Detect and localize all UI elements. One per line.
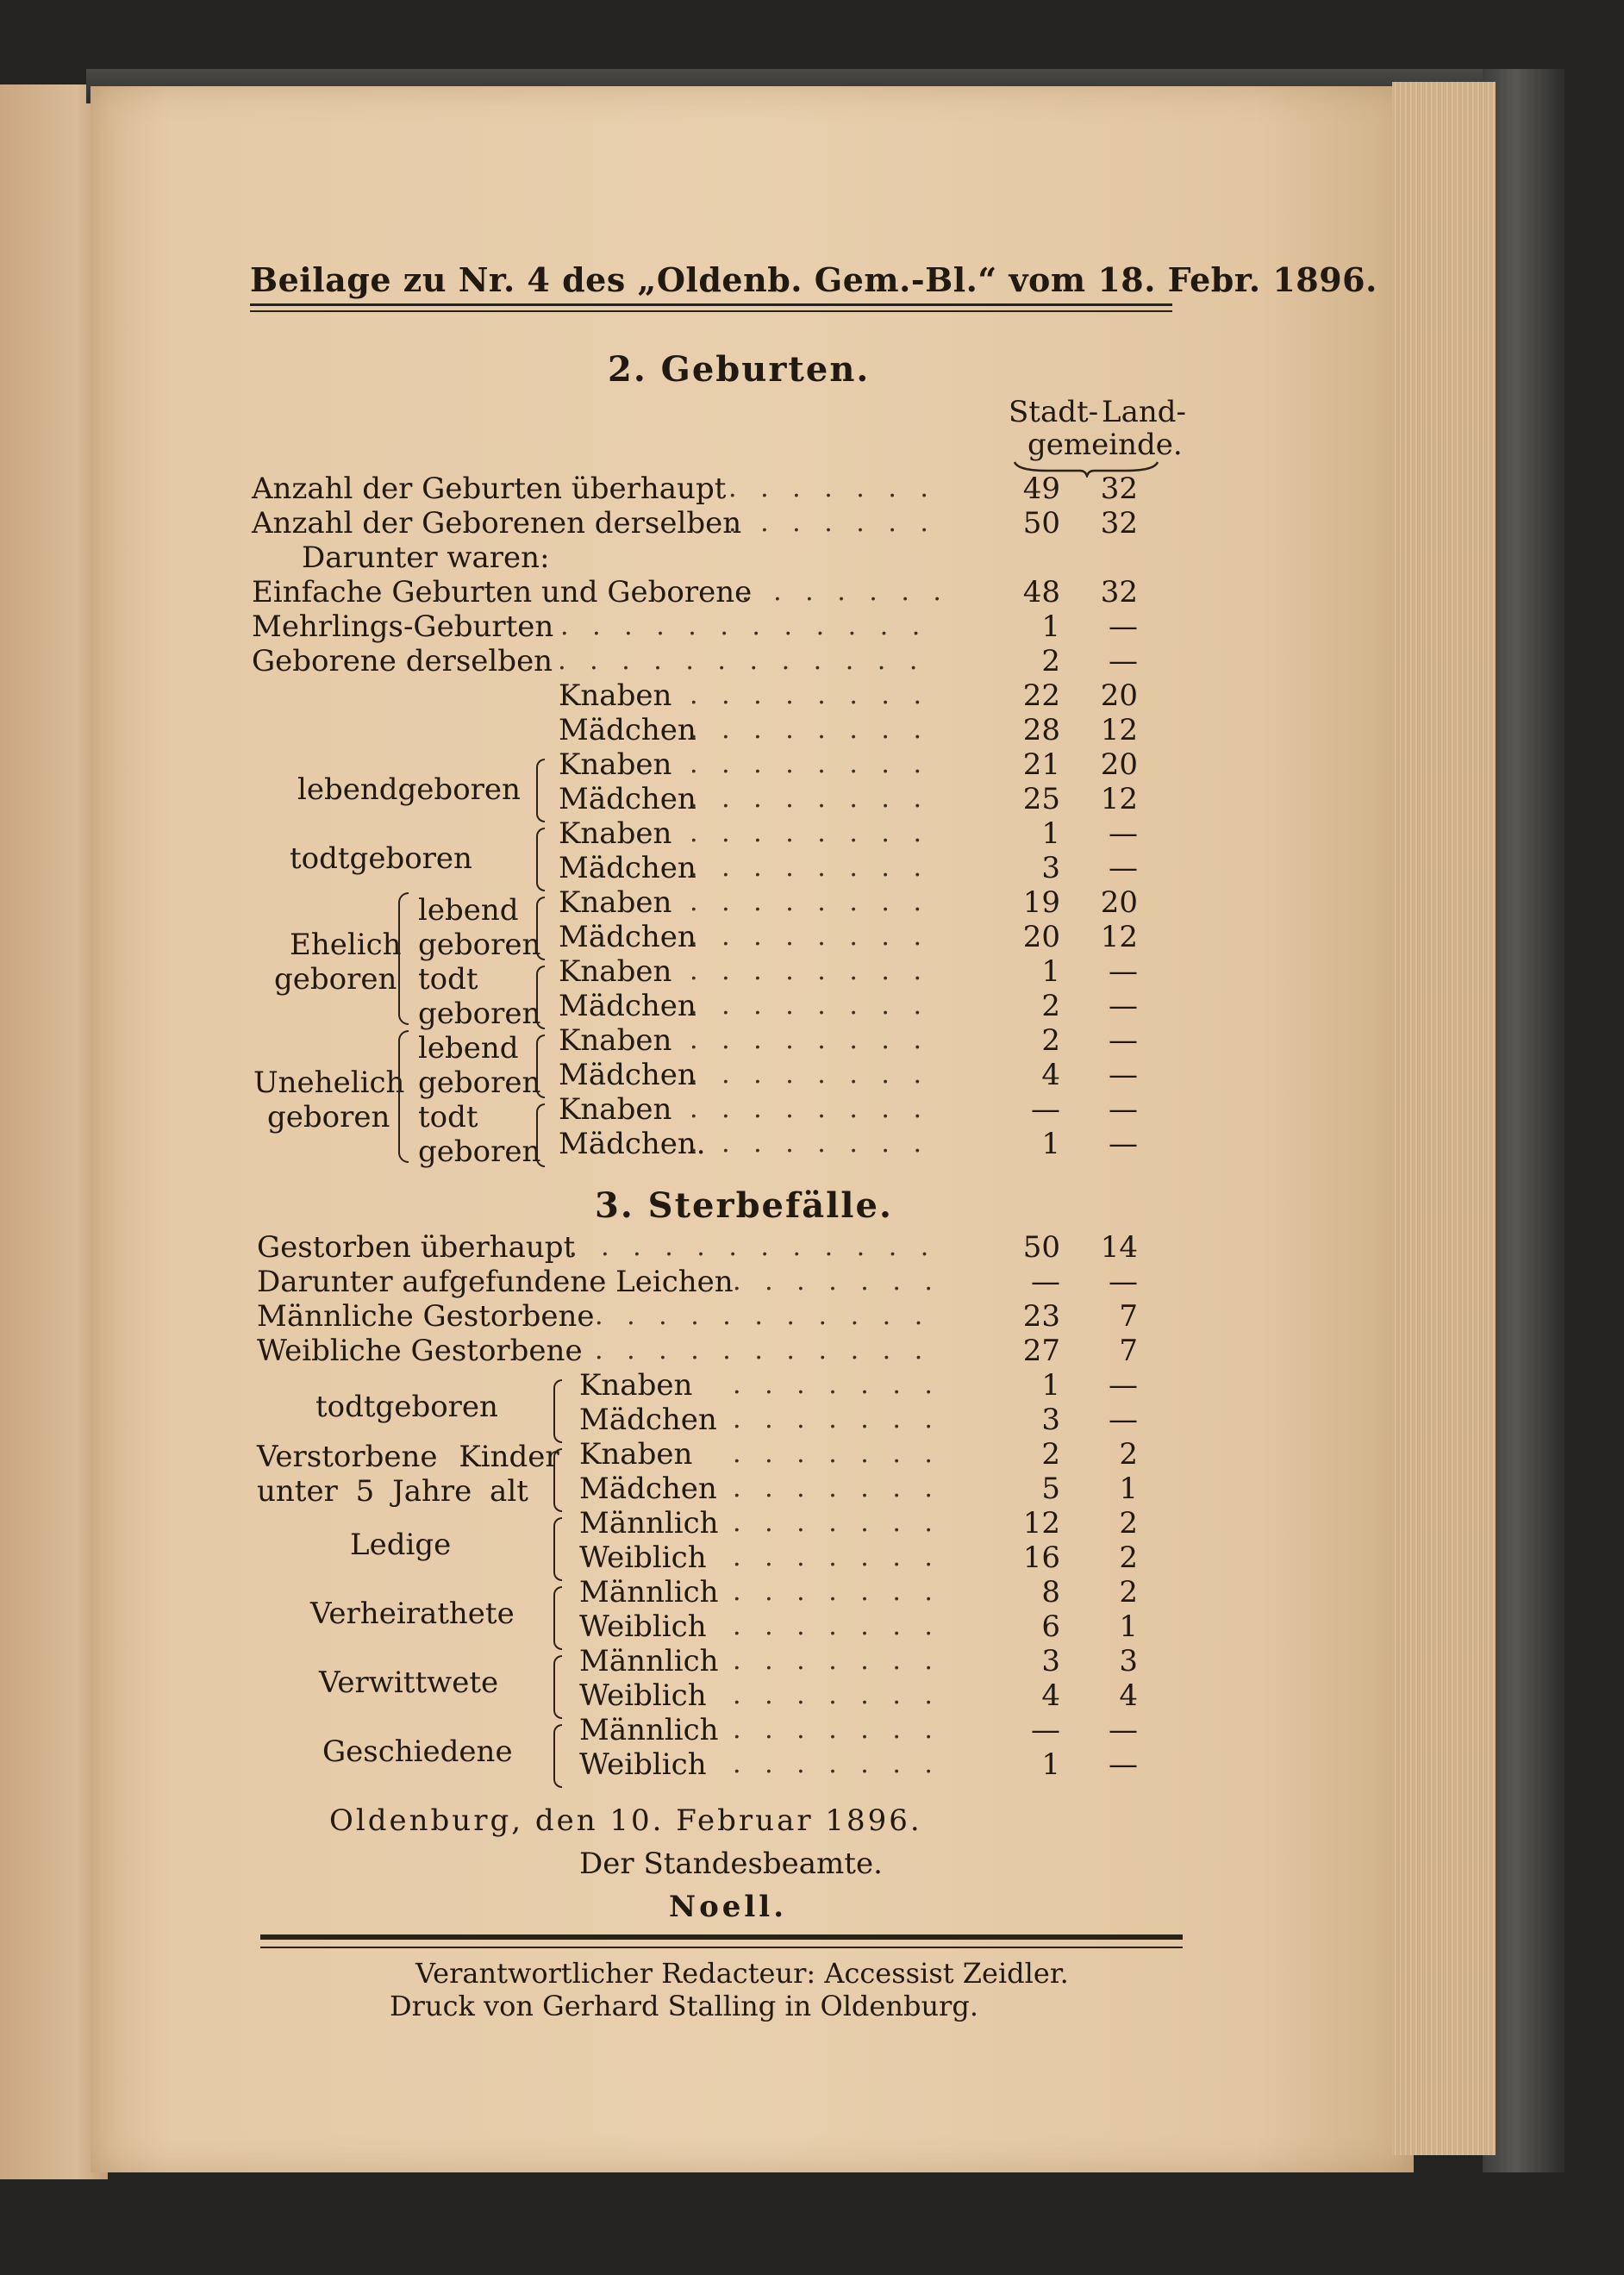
group-verstorbene-alt: unter 5 Jahre alt bbox=[257, 1474, 528, 1509]
value-land: 7 bbox=[1119, 1334, 1138, 1368]
value-land: 32 bbox=[1100, 575, 1138, 609]
header-rule bbox=[250, 303, 1172, 306]
value-stadt: 4 bbox=[1041, 1678, 1060, 1713]
value-stadt: 4 bbox=[1041, 1058, 1060, 1092]
brace bbox=[536, 759, 545, 822]
value-land: 3 bbox=[1119, 1644, 1138, 1678]
leader-dots: . . . . . . . bbox=[733, 1749, 940, 1779]
value-land: — bbox=[1109, 989, 1138, 1023]
group-unehelich-geboren: geboren bbox=[267, 1100, 390, 1134]
value-stadt: 8 bbox=[1041, 1575, 1060, 1609]
sub-geboren-4: geboren bbox=[418, 1134, 541, 1169]
value-land: 1 bbox=[1119, 1472, 1138, 1506]
brace bbox=[553, 1448, 562, 1512]
row-label: Weiblich bbox=[579, 1678, 707, 1713]
value-stadt: 22 bbox=[1022, 678, 1060, 713]
leader-dots: . . . . . . . . bbox=[690, 991, 930, 1021]
value-stadt: 2 bbox=[1041, 1437, 1060, 1472]
leader-dots: . . . . . . . . bbox=[690, 715, 930, 745]
value-stadt: 3 bbox=[1041, 1644, 1060, 1678]
value-land: — bbox=[1109, 1713, 1138, 1747]
value-stadt: 28 bbox=[1022, 713, 1060, 747]
editor-line: Verantwortlicher Redacteur: Accessist Zeidler. bbox=[415, 1957, 1069, 1990]
leader-dots: . . . . . . . . . . . bbox=[595, 1301, 931, 1331]
row-label: Mädchen bbox=[559, 782, 696, 816]
value-stadt: 50 bbox=[1022, 1230, 1060, 1265]
group-unehelich: Unehelich bbox=[253, 1066, 405, 1100]
leader-dots: . . . . . . . . bbox=[690, 956, 930, 986]
brace bbox=[536, 1034, 545, 1098]
brace bbox=[553, 1379, 562, 1443]
group-verheirathete: Verheirathete bbox=[310, 1597, 515, 1631]
value-land: 2 bbox=[1119, 1506, 1138, 1541]
col-header-stadt: Stadt- bbox=[1009, 395, 1099, 429]
leader-dots: . . . . . . . . bbox=[690, 1025, 930, 1055]
leader-dots: . . . . . . . bbox=[733, 1370, 940, 1400]
sub-todt-2: todt bbox=[418, 1100, 478, 1134]
value-stadt: 12 bbox=[1022, 1506, 1060, 1541]
brace bbox=[398, 1030, 409, 1163]
value-stadt: 1 bbox=[1041, 1127, 1060, 1161]
value-land: — bbox=[1109, 1747, 1138, 1782]
leader-dots: . . . . . . . bbox=[733, 1508, 940, 1538]
value-stadt: 1 bbox=[1041, 1368, 1060, 1403]
group-verstorbene: Verstorbene Kinder bbox=[257, 1440, 559, 1474]
leader-dots: . . . . . . . bbox=[733, 1439, 940, 1469]
value-stadt: 5 bbox=[1041, 1472, 1060, 1506]
row-label: Männliche Gestorbene bbox=[257, 1299, 595, 1334]
group-ledige: Ledige bbox=[350, 1528, 452, 1562]
value-land: 20 bbox=[1100, 885, 1138, 920]
row-label: Knaben bbox=[559, 954, 672, 989]
office: Der Standesbeamte. bbox=[579, 1847, 883, 1881]
brace bbox=[536, 897, 545, 960]
sub-geboren-3: geboren bbox=[418, 1066, 541, 1100]
group-todtgeboren-3: todtgeboren bbox=[315, 1390, 498, 1424]
value-land: — bbox=[1109, 644, 1138, 678]
value-land: — bbox=[1109, 1265, 1138, 1299]
leader-dots: . . . . . . . . . . . . . bbox=[526, 646, 926, 676]
row-label: Männlich bbox=[579, 1713, 719, 1747]
value-stadt: — bbox=[1031, 1713, 1060, 1747]
row-label: Knaben bbox=[559, 885, 672, 920]
value-land: — bbox=[1109, 851, 1138, 885]
value-land: 1 bbox=[1119, 1609, 1138, 1644]
row-label: Darunter waren: bbox=[302, 541, 550, 575]
value-land: 2 bbox=[1119, 1575, 1138, 1609]
value-land: 32 bbox=[1100, 472, 1138, 506]
row-label: Geborene derselben bbox=[252, 644, 553, 678]
value-stadt: 1 bbox=[1041, 609, 1060, 644]
leader-dots: . . . . . . . bbox=[733, 1611, 940, 1641]
row-label: Knaben bbox=[559, 1023, 672, 1058]
value-land: — bbox=[1109, 1127, 1138, 1161]
row-label: Gestorben überhaupt bbox=[257, 1230, 576, 1265]
group-todtgeboren: todtgeboren bbox=[290, 841, 472, 876]
leader-dots: . . . . . . . . bbox=[690, 922, 930, 952]
row-label: Weiblich bbox=[579, 1541, 707, 1575]
value-land: — bbox=[1109, 954, 1138, 989]
value-stadt: 6 bbox=[1041, 1609, 1060, 1644]
brace bbox=[398, 892, 409, 1025]
value-stadt: 3 bbox=[1041, 851, 1060, 885]
row-label: Männlich bbox=[579, 1506, 719, 1541]
row-label: Mädchen bbox=[579, 1403, 717, 1437]
printer-line: Druck von Gerhard Stalling in Oldenburg. bbox=[390, 1990, 978, 2022]
row-label: Weiblich bbox=[579, 1609, 707, 1644]
sub-todt-1: todt bbox=[418, 962, 478, 997]
value-land: 2 bbox=[1119, 1541, 1138, 1575]
brace bbox=[536, 966, 545, 1029]
value-land: 32 bbox=[1100, 506, 1138, 541]
value-land: 20 bbox=[1100, 747, 1138, 782]
row-label: Mädchen. bbox=[559, 1127, 706, 1161]
leader-dots: . . . . . . . . bbox=[690, 1094, 930, 1124]
value-stadt: 23 bbox=[1022, 1299, 1060, 1334]
row-label: Darunter aufgefundene Leichen bbox=[257, 1265, 734, 1299]
row-label: Männlich bbox=[579, 1575, 719, 1609]
value-stadt: 50 bbox=[1022, 506, 1060, 541]
group-verwittwete: Verwittwete bbox=[319, 1666, 499, 1700]
row-label: Mädchen bbox=[559, 989, 696, 1023]
row-label: Mädchen bbox=[579, 1472, 717, 1506]
value-land: — bbox=[1109, 1058, 1138, 1092]
leader-dots: . . . . . . . . . . . . bbox=[560, 611, 928, 641]
value-land: 12 bbox=[1100, 920, 1138, 954]
leader-dots: . . . . . . . . bbox=[690, 749, 930, 779]
leader-dots: . . . . . . . bbox=[733, 1473, 940, 1503]
brace bbox=[553, 1517, 562, 1581]
brace bbox=[553, 1655, 562, 1719]
leader-dots: . . . . . . . . bbox=[690, 784, 930, 814]
value-stadt: 49 bbox=[1022, 472, 1060, 506]
row-label: Mädchen bbox=[559, 713, 696, 747]
leader-dots: . . . . . . . . bbox=[690, 1128, 930, 1159]
row-label: Mädchen bbox=[559, 1058, 696, 1092]
leader-dots: . . . . . . . bbox=[728, 473, 936, 503]
row-label: Weibliche Gestorbene bbox=[257, 1334, 583, 1368]
footer-rule-thick bbox=[260, 1934, 1183, 1940]
value-stadt: — bbox=[1031, 1265, 1060, 1299]
value-land: 2 bbox=[1119, 1437, 1138, 1472]
signature-name: Noell. bbox=[669, 1890, 788, 1924]
leader-dots: . . . . . . . bbox=[733, 1646, 940, 1676]
value-stadt: 1 bbox=[1041, 954, 1060, 989]
value-land: 20 bbox=[1100, 678, 1138, 713]
value-land: — bbox=[1109, 1023, 1138, 1058]
value-stadt: 48 bbox=[1022, 575, 1060, 609]
value-land: 7 bbox=[1119, 1299, 1138, 1334]
leader-dots: . . . . . . . . . . . bbox=[595, 1335, 931, 1366]
value-stadt: 2 bbox=[1041, 1023, 1060, 1058]
leader-dots: . . . . . . . . bbox=[690, 1059, 930, 1090]
header-rule-thin bbox=[250, 310, 1172, 312]
brace bbox=[553, 1724, 562, 1788]
page-edges bbox=[1392, 82, 1496, 2155]
leader-dots: . . . . . . . . bbox=[690, 818, 930, 848]
value-land: 4 bbox=[1119, 1678, 1138, 1713]
row-label: Knaben bbox=[579, 1368, 693, 1403]
row-label: Männlich bbox=[579, 1644, 719, 1678]
row-label: Anzahl der Geburten überhaupt bbox=[252, 472, 727, 506]
leader-dots: . . . . . . . . bbox=[690, 853, 930, 883]
row-label: Anzahl der Geborenen derselben bbox=[252, 506, 742, 541]
value-land: — bbox=[1109, 1092, 1138, 1127]
brace bbox=[536, 828, 545, 891]
leader-dots: . . . . . . . . bbox=[690, 680, 930, 710]
value-stadt: 3 bbox=[1041, 1403, 1060, 1437]
value-stadt: 1 bbox=[1041, 1747, 1060, 1782]
row-label: Mädchen bbox=[559, 920, 696, 954]
sub-geboren-1: geboren bbox=[418, 928, 541, 962]
page-header: Beilage zu Nr. 4 des „Oldenb. Gem.-Bl.“ vom 18. Febr. 1896. bbox=[250, 260, 1377, 299]
leader-dots: . . . . . . . bbox=[733, 1577, 940, 1607]
row-label: Einfache Geburten und Geborene bbox=[252, 575, 753, 609]
value-land: — bbox=[1109, 816, 1138, 851]
row-label: Knaben bbox=[559, 1092, 672, 1127]
leader-dots: . . . . . . . bbox=[741, 577, 949, 607]
row-label: Mädchen bbox=[559, 851, 696, 885]
row-label: Mehrlings-Geburten bbox=[252, 609, 554, 644]
section-title-sterbefaelle: 3. Sterbefälle. bbox=[595, 1185, 893, 1226]
value-stadt: 2 bbox=[1041, 989, 1060, 1023]
value-land: — bbox=[1109, 1403, 1138, 1437]
row-label: Knaben bbox=[579, 1437, 693, 1472]
section-title-geburten: 2. Geburten. bbox=[608, 349, 871, 390]
value-stadt: 1 bbox=[1041, 816, 1060, 851]
value-stadt: — bbox=[1031, 1092, 1060, 1127]
value-stadt: 2 bbox=[1041, 644, 1060, 678]
value-stadt: 21 bbox=[1022, 747, 1060, 782]
row-label: Weiblich bbox=[579, 1747, 707, 1782]
group-ehelich-geboren: geboren bbox=[274, 962, 397, 997]
sub-geboren-2: geboren bbox=[418, 997, 541, 1031]
leader-dots: . . . . . . . bbox=[733, 1680, 940, 1710]
value-land: 14 bbox=[1100, 1230, 1138, 1265]
place-date: Oldenburg, den 10. Februar 1896. bbox=[329, 1803, 922, 1838]
leader-dots: . . . . . . . bbox=[728, 508, 936, 538]
sub-lebend-1: lebend bbox=[418, 893, 519, 928]
value-stadt: 19 bbox=[1022, 885, 1060, 920]
footer-rule-thin bbox=[260, 1947, 1183, 1948]
group-ehelich: Ehelich bbox=[290, 928, 402, 962]
leader-dots: . . . . . . . . bbox=[690, 887, 930, 917]
value-land: 12 bbox=[1100, 782, 1138, 816]
value-stadt: 27 bbox=[1022, 1334, 1060, 1368]
group-lebendgeboren: lebendgeboren bbox=[297, 772, 521, 807]
leader-dots: . . . . . . . bbox=[733, 1266, 940, 1297]
sub-lebend-2: lebend bbox=[418, 1031, 519, 1066]
brace bbox=[536, 1103, 545, 1167]
col-header-gemeinde: gemeinde. bbox=[1027, 428, 1183, 462]
leader-dots: . . . . . . . bbox=[733, 1715, 940, 1745]
leader-dots: . . . . . . . bbox=[733, 1404, 940, 1434]
value-land: 12 bbox=[1100, 713, 1138, 747]
group-geschiedene: Geschiedene bbox=[322, 1734, 513, 1769]
value-land: — bbox=[1109, 1368, 1138, 1403]
row-label: Knaben bbox=[559, 678, 672, 713]
value-stadt: 16 bbox=[1022, 1541, 1060, 1575]
brace bbox=[553, 1586, 562, 1650]
leader-dots: . . . . . . . . . . . . bbox=[569, 1232, 937, 1262]
value-stadt: 25 bbox=[1022, 782, 1060, 816]
row-label: Knaben bbox=[559, 747, 672, 782]
value-land: — bbox=[1109, 609, 1138, 644]
col-header-land: Land- bbox=[1102, 395, 1186, 429]
leader-dots: . . . . . . . bbox=[733, 1542, 940, 1572]
row-label: Knaben bbox=[559, 816, 672, 851]
value-stadt: 20 bbox=[1022, 920, 1060, 954]
